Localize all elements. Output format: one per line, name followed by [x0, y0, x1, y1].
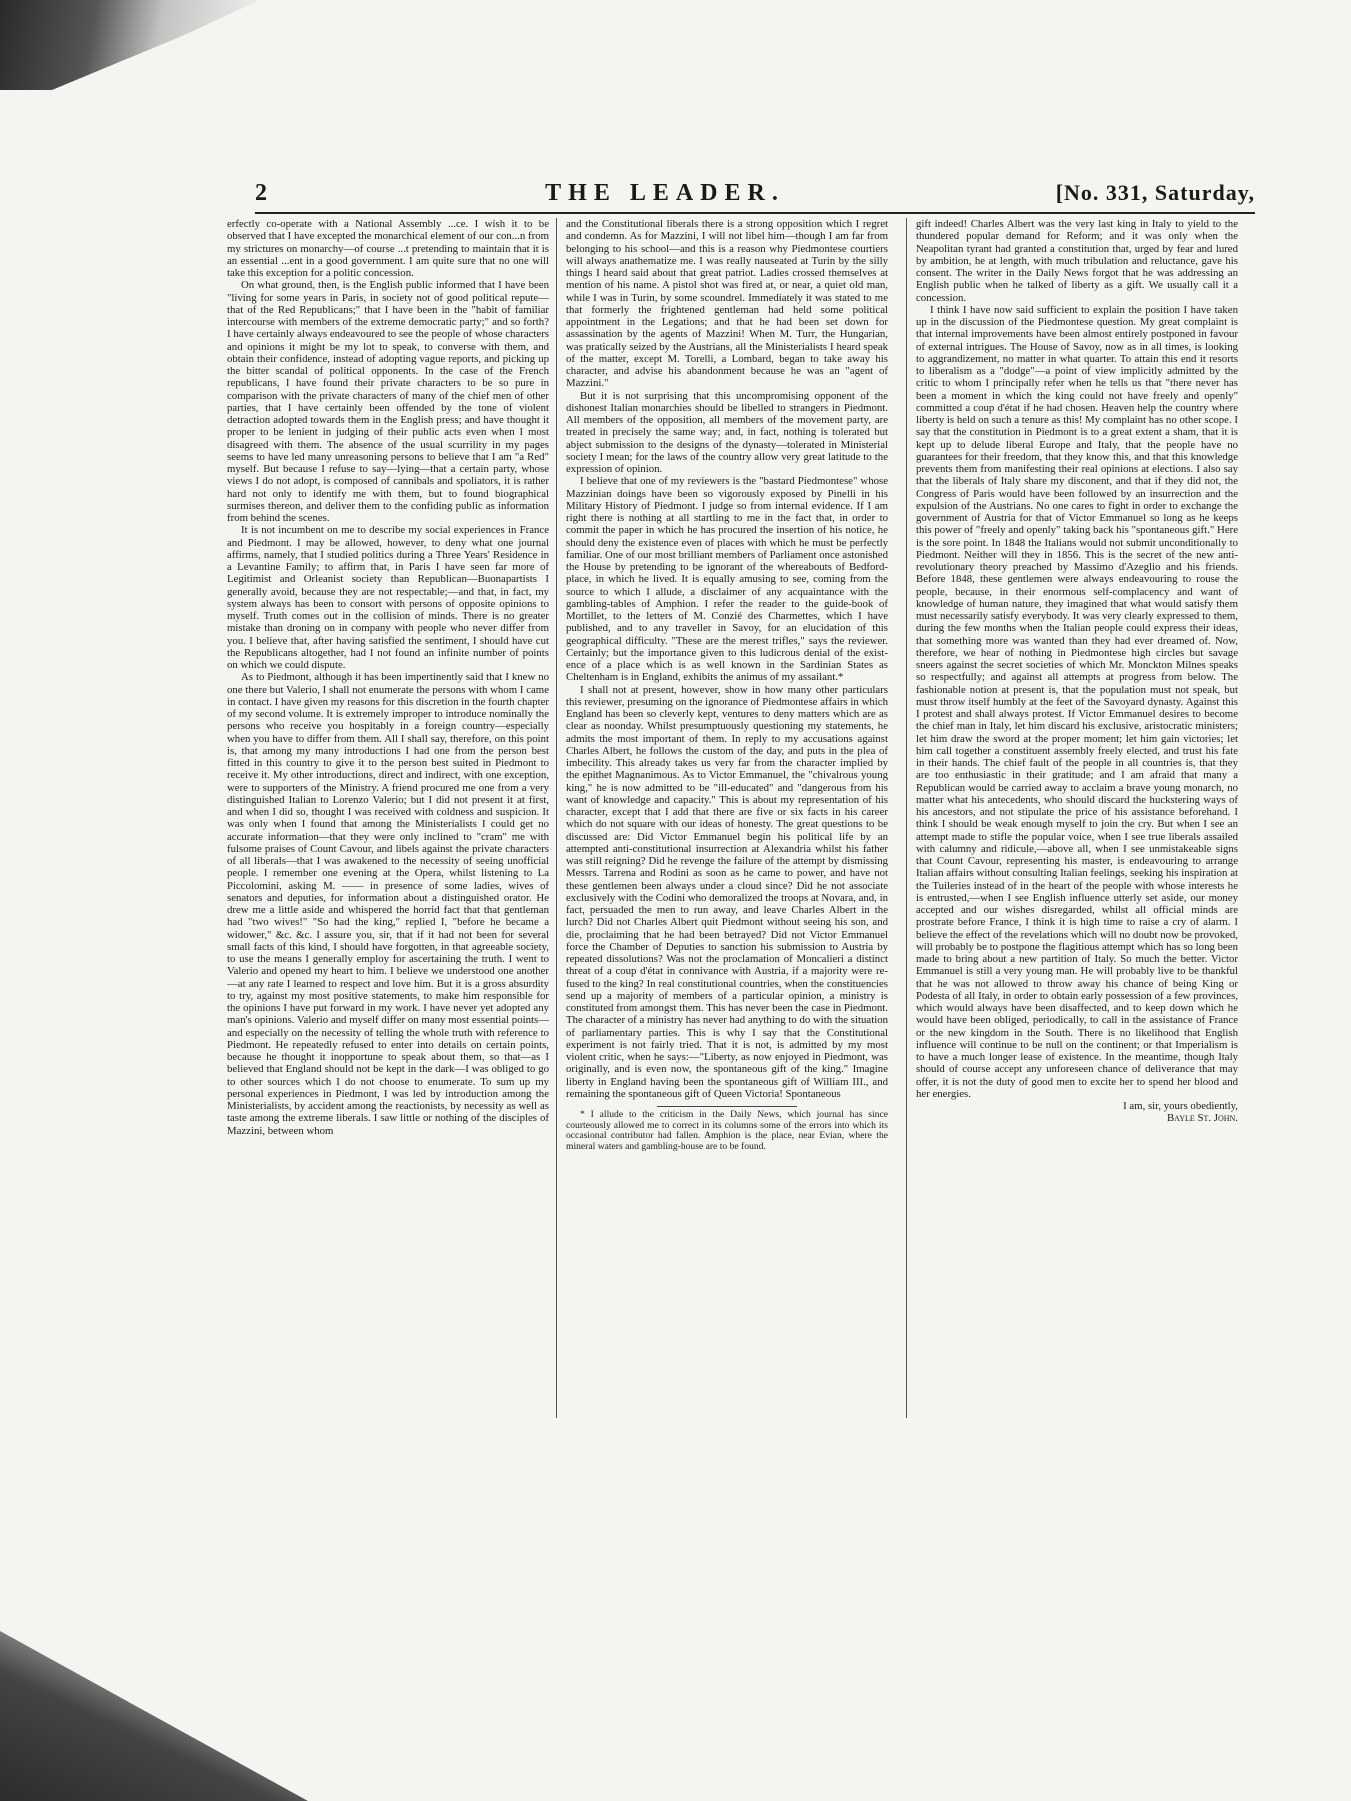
paragraph: gift indeed! Charles Albert was the very last king in Italy to yield to the thundered popular demand for Reform; and it was only when the Neapolitan tyrant had granted a constitution that, urged by fear and lured by ambition, he at length, with much tribulation and reluctance, gave his consent. The writer in the Daily News forgot that he was addressing an English public when he talked of liberty as a gift. We usually call it a concession.: [916, 218, 1238, 304]
paragraph: I shall not at present, however, show in how many other particulars this reviewer, presuming on the ignorance of Piedmontese affairs in which England has been so cleverly kept, ventures to deny matters which are as clear as noonday. Whilst presumptuously questioning my statements, he admits the most important of them. In reply to my accusations against Charles Albert, he follows the custom of the day, and puts in the plea of imbecility. This already takes us very far from the character implied by the epithet Magnanimous. As to Victor Emmanuel, the "chivalrous young king," he is now admitted to be "ill-educated" and "dangerous from his want of knowledge and capacity." This is about my representation of his character, except that I add that there are five or six facts in his career which do not square with our ideas of honesty. The great questions to be discussed are: Did Victor Emmanuel begin his political life by an attempted anti-constitutional insurrection at Alexandria whilst his father was still reigning? Did he revenge the failure of the attempt by dismissing Messrs. Tarrena and Rodini as soon as he came to power, and have not these gentlemen been always under a cloud since? Did he not associate exclusively with the Codini who demoralized the troops at Novara, and, in fact, persuaded the men to run away, and leave Charles Albert in the lurch? Did not Charles Albert quit Piedmont without seeing his son, and die, proclaiming that he had been betrayed? Did not Victor Emmanuel force the Chamber of Deputies to sanction his submission to Austria by repeated dissolutions? Was not the proclamation of Moncalieri a distinct threat of a coup d'état in connivance with Austria, if a majority were refused to the king? In real constitutional countries, when the constituencies send up a majority of members of a particular opinion, a ministry is constituted from amongst them. This has never been the case in Piedmont. The character of a ministry has never had anything to do with the situation of parliamentary parties. This is why I say that the Constitutional experiment is not fairly tried. That it is not, is admitted by my most violent critic, when he says:—"Liberty, as now enjoyed in Piedmont, was originally, and is even now, the spontaneous gift of the king." Imagine liberty in England having been the spontaneous gift of William III., and remaining the spontaneous gift of Queen Victoria! Spontaneous: [566, 683, 888, 1100]
signoff: I am, sir, yours obediently,: [1123, 1100, 1238, 1112]
paragraph: erfectly co-operate with a National Assembly ...ce. I wish it to be observed that I have excepted the monarchical element of our con...n from my strictures on monarchy—of course ...t pretending to maintain that it is an essential ...ent in a good government. I am quite sure that no one will take this exception for a politic concession.: [227, 218, 549, 279]
paragraph: As to Piedmont, although it has been impertinently said that I knew no one there but Valerio, I shall not enumerate the persons with whom I came in contact. I have given my reasons for this discretion in the fourth chapter of my second volume. It is extremely improper to introduce nominally the persons who receive you hospitably in a foreign country—especially when you have to differ from them. All I shall say, therefore, on this point is, that among my many introductions I had one from the person best fitted in this country to give it to the person best suited in Piedmont to receive it. My other introductions, direct and indirect, with one exception, were to supporters of the Ministry. A friend procured me one from a very distinguished Italian to Lorenzo Valerio; but I did not present it at first, and when I did so, thought I was received with coldness and suspicion. It was only when I found that among the Ministerialists I could get no accurate information—that they were only inclined to "cram" me with fulsome praises of Count Cavour, and libels against the private characters of all liberals—that I was awakened to the necessity of seeing unofficial people. I remember one evening at the Opera, whilst listening to La Piccolomini, asking M. —— in presence of some ladies, wives of senators and deputies, for information about a distinguished orator. He drew me a little aside and whispered the horrid fact that that gentleman had "two wives!" "So had the king," replied I, "before he became a widower," &c. &c. I assure you, sir, that if it had not been for several small facts of this kind, I should have forgotten, in that agreeable society, to use the means I generally employ for ascertaining the truth. I went to Valerio and opened my heart to him. I believe we understood one another—at any rate I learned to respect and love him. But it is a gross absurdity to try, against my most positive statements, to make him responsible for the opinions I have put forward in my work. I have never yet adopted any man's opinions. Valerio and myself differ on many most essential points—and especially on the necessity of telling the whole truth with reference to Piedmont. He repeatedly refused to enter into details on certain points, because he thought it inopportune to speak about them, so that—as I believed that England should not be kept in the dark—I was obliged to go to other sources which I do not choose to enumerate. To sum up my personal experiences in Piedmont, I was led by introduction among the Ministerialists, by accident among the reactionists, by necessity as well as taste among the extreme liberals. I saw little or nothing of the disciples of Mazzini, between whom: [227, 671, 549, 1137]
paragraph: I think I have now said sufficient to explain the position I have taken up in the discussion of the Piedmontese question. My great complaint is that internal improvements have been almost entirely postponed in favour of external intrigues. The House of Savoy, now as in all times, is looking to aggrandizement, no matter in what quarter. To attain this end it resorts to liberalism as a "dodge"—a point of view implicitly admitted by the critic to whom I principally refer when he tells us that "there never has been a moment in which the king could not have freely and openly" committed a coup d'état if he had chosen. Heaven help the country where liberty is held on such a tenure as this! My complaint has no other scope. I say that the constitution in Piedmont is to a great extent a sham, that it is kept up to delude liberal Europe and Italy, that the people have no guarantees for their freedom, that they know this, and that this knowledge prevents them from manifesting their real opinions at elections. I also say that the liberals of Italy share my disconent, and that if they did not, the Congress of Paris would have been followed by an insurrection and the expulsion of the Austrians. No one cares to fight in order to exchange the government of Austria for that of Victor Emmanuel so long as he keeps this power of "freely and openly" taking back his "spontaneous gift." Here is the sore point. In 1848 the Italians would not submit unconditionally to Piedmont. Neither will they in 1856. This is the secret of the new anti-revolutionary theory preached by Massimo d'Azeglio and his friends. Before 1848, these gentlemen were always endeavouring to rouse the people, because, in their enormous self-complacency and want of knowledge of human nature, they imagined that what would satisfy them must necessarily satisfy everybody. It was very clearly expressed to them, during the few months when the Italian people could express their ideas, that something more was wanted than they had ever dreamed of. Now, therefore, we hear of nothing in Piedmontese high circles but savage sneers against the secret societies of which Mr. Monckton Milnes speaks so respectfully; and against all attempts at progress from below. The fashionable notion at present is, that the population must not speak, but must throw itself humbly at the feet of the Savoyard dynasty. Against this I protest and shall always protest. If Victor Emmanuel desires to become the chief man in Italy, let him discard his exclusive, aristocratic ministers; let him draw the sword at the proper moment; let him gain victories; let him call together a constituent assembly freely elected, and trust his fate in their hands. The chief fault of the people in all countries is, that they are too enthusiastic in their gratitude; and I am afraid that many a Republican would be carried away to acclaim a brave young monarch, no matter what his antecedents, who should discard the huckstering ways of his ancestors, and not stipulate the price of his assistance beforehand. I think I should be weak enough myself to join the cry. But when I see an attempt made to stifle the popular voice, when I see true liberals assailed with calumny and ridicule,—above all, when I see unmistakeable signs that Count Cavour, representing his master, is endeavouring to arrange Italian affairs without consulting Italian feelings, seeking his inspiration at the Tuileries instead of in the heart of the people with whose interests he is entrusted,—when I see English influence utterly set aside, our money accepted and our wishes disregarded, whilst all official minds are prostrate before France, I think it is high time to raise a cry of alarm. I believe the effect of the revelations which will no doubt now be provoked, will probably be to postpone the flagitious attempt which has so long been made to bring about a new partition of Italy. So much the better. Victor Emmanuel is still a very young man. He will probably live to be thankful that he was not allowed to throw away his chance of being King or Podesta of all Italy, in order to obtain early possession of a few provinces, which would always have been disaffected, and to keep down which he would have been obliged, periodically, to call in the assistance of France or the new kingdom in the South. There is no likelihood that English influence will continue to be null on the continent; or that Imperialism is to have a much longer lease of existence. In the meantime, though Italy should of course accept any unforeseen chance of deliverance that may offer, it is not the duty of good men to excite her to spend her blood and her energies.: [916, 303, 1238, 1100]
paragraph: On what ground, then, is the English public informed that I have been "living for some years in Paris, in society not of good political repute—that of the Red Republicans;" that I have been in the "habit of familiar intercourse with members of the extreme democratic party;" and so forth? I have certainly always endeavoured to see the people of whose characters and opinions it might be my lot to speak, to converse with them, and obtain their confidence, instead of adopting vague reports, and picking up the bitter scandal of political opponents. In the case of the French republicans, I have found their private characters to be so pure in comparison with the private characters of many of the chief men of other parties, that I have certainly been offended by the tone of violent detraction adopted towards them in the English press; and have thought it proper to be lenient in judging of their public acts even when I most disagreed with them. The absence of the usual scurrility in my pages seems to have led many unreasoning persons to believe that I am "a Red" myself. But because I refuse to say—lying—that a certain party, whose views I do not adopt, is composed of cannibals and spoliators, it is rather hard not only to identify me with them, but to found biographical surmises thereon, and deliver them to the confiding public as information from behind the scenes.: [227, 279, 549, 524]
page-number: 2: [255, 180, 267, 206]
paragraph: But it is not surprising that this uncompromising opponent of the dishonest Italian monarchies should be libelled to strangers in Piedmont. All members of the opposition, all members of the movement party, are treated in precisely the same way; and, in fact, nothing is tolerated but abject submission to the designs of the dynasty—tolerated in Ministerial society I mean; for the laws of the country allow very great latitude to the expression of opinion.: [566, 389, 888, 475]
signature: Bayle St. John.: [1166, 1112, 1238, 1125]
paragraph: I believe that one of my reviewers is the "bastard Piedmontese" whose Mazzinian doings have been so vigorously exposed by Pinelli in his Military History of Piedmont. I judge so from internal evidence. If I am right there is nothing at all startling to me in the fact that, in order to commit the paper in which he has procured the insertion of his notice, he should deny the existence even of places with which he must be perfectly familiar. One of our most brilliant members of Parliament once astonished the House by pretending to be ignorant of the whereabouts of Bedford-place, in which he lived. It is equally amusing to see, coming from the source to which I allude, a disclaimer of any acquaintance with the gambling-tables of Amphion. I refer the reader to the guide-book of Mortillet, to the letters of M. Conzié des Charmettes, which I have published, and to any traveller in Savoy, for an elucidation of this geographical difficulty. "These are the merest trifles," says the reviewer. Certainly; but the importance given to this ludicrous denial of the existence of a place which is as well known in the Sardinian States as Cheltenham is in England, exhibits the animus of my assailant.*: [566, 475, 888, 684]
scan-shadow-bottom: [0, 1631, 560, 1801]
issue-label: [No. 331, Saturday,: [1055, 180, 1255, 205]
footnote: * I allude to the criticism in the Daily News, which journal has since courteously allowed me to correct in its columns some of the errors into which its occasional contributor had fallen. Amphion is the place, near Evian, where the mineral waters and gambling-house are to be found.: [566, 1109, 888, 1152]
paragraph: It is not incumbent on me to describe my social experiences in France and Piedmont. I may be allowed, however, to deny what one journal affirms, namely, that I studied politics during a Three Years' Residence in a Levantine Family; to affirm that, in Paris I have seen far more of Legitimist and Orleanist society than Republican—Buonapartists I generally avoid, because they are not respectable;—and that, in fact, my system always has been to consort with persons of opposite opinions to myself. Truth comes out in the collision of minds. There is no greater mistake than droning on in company with people who never differ from you. I believe that, after having satisfied the sentiment, I should have cut the Republicans altogether, had I not found an infinite number of points on which we could dispute.: [227, 524, 549, 671]
paragraph: and the Constitutional liberals there is a strong opposition which I regret and condemn. As for Mazzini, I will not libel him—though I am far from belonging to his school—and this is a reason why Piedmontese courtiers will always anathematize me. I was really nauseated at Turin by the silly things I heard said about that great patriot. Ladies crossed themselves at mention of his name. A pistol shot was fired at, or near, a quiet old man, while I was in Turin, by some scoundrel. Immediately it was stated to me that formerly the frightened gentleman had held some political appointment in the Legations; and that he had been set down for assassination by the agents of Mazzini! When M. Turr, the Hungarian, was pratically seized by the Austrians, all the Ministerialists I heard speak of the matter, except M. Torelli, a Lombard, began to take away his character, and advise his abandonment because he was an "agent of Mazzini.": [566, 218, 888, 390]
footnote-rule: [657, 1106, 797, 1107]
column-divider: [906, 218, 907, 1418]
header-rule: [255, 212, 1255, 214]
column-divider: [556, 218, 557, 1418]
column-3: [916, 218, 1238, 1408]
column-1: [227, 218, 549, 1408]
masthead-title: THE LEADER.: [545, 180, 785, 206]
column-2: [566, 218, 888, 1408]
scan-shadow-top: [0, 0, 260, 90]
